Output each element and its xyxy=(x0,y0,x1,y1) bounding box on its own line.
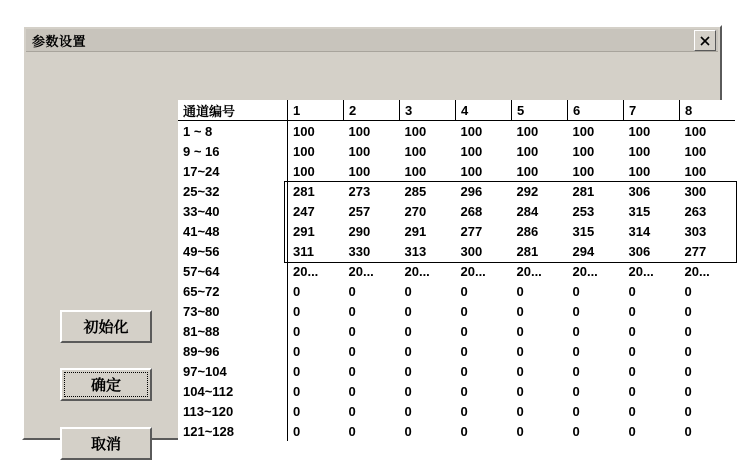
table-row[interactable] xyxy=(178,381,735,401)
table-cell[interactable]: 0 xyxy=(516,283,524,299)
table-cell[interactable]: 0 xyxy=(404,423,412,439)
row-label: 113~120 xyxy=(178,401,288,421)
column-header-4: 4 xyxy=(456,100,512,121)
table-row[interactable] xyxy=(178,401,735,421)
table-cell[interactable]: 306 xyxy=(628,243,651,259)
table-cell[interactable]: 0 xyxy=(516,303,524,319)
table-row[interactable] xyxy=(178,301,735,321)
table-cell[interactable]: 0 xyxy=(293,423,301,439)
table-cell[interactable]: 0 xyxy=(572,403,580,419)
table-cell[interactable]: 277 xyxy=(460,223,483,239)
table-cell[interactable]: 0 xyxy=(572,343,580,359)
table-cell[interactable]: 20... xyxy=(348,263,374,279)
table-row[interactable] xyxy=(178,281,735,301)
table-cell[interactable]: 0 xyxy=(516,323,524,339)
table-cell[interactable]: 0 xyxy=(516,423,524,439)
table-cell[interactable]: 100 xyxy=(516,163,539,179)
table-cell[interactable]: 281 xyxy=(572,183,595,199)
table-cell[interactable]: 100 xyxy=(516,143,539,159)
table-cell[interactable]: 270 xyxy=(404,203,427,219)
table-cell[interactable]: 0 xyxy=(348,283,356,299)
row-label: 9 ~ 16 xyxy=(178,141,288,161)
table-cell[interactable]: 100 xyxy=(572,143,595,159)
table-cell[interactable]: 0 xyxy=(348,383,356,399)
table-row[interactable] xyxy=(178,261,735,281)
table-cell[interactable]: 0 xyxy=(460,283,468,299)
table-cell[interactable]: 20... xyxy=(516,263,542,279)
table-cell[interactable]: 291 xyxy=(404,223,427,239)
table-cell[interactable]: 0 xyxy=(684,423,692,439)
column-header-1: 1 xyxy=(288,100,344,121)
close-icon[interactable] xyxy=(694,30,716,51)
table-cell[interactable]: 0 xyxy=(293,303,301,319)
table-cell[interactable]: 277 xyxy=(684,243,707,259)
table-row[interactable] xyxy=(178,221,735,241)
table-cell[interactable]: 0 xyxy=(348,303,356,319)
table-cell[interactable]: 0 xyxy=(404,323,412,339)
table-cell[interactable]: 100 xyxy=(460,123,483,139)
table-cell[interactable]: 0 xyxy=(348,323,356,339)
cancel-button[interactable] xyxy=(60,427,152,460)
table-cell[interactable]: 0 xyxy=(628,403,636,419)
table-cell[interactable]: 0 xyxy=(572,363,580,379)
table-row[interactable] xyxy=(178,421,735,441)
table-row[interactable] xyxy=(178,241,735,261)
table-cell[interactable]: 100 xyxy=(348,163,371,179)
ok-button[interactable] xyxy=(60,368,152,401)
table-cell[interactable]: 0 xyxy=(572,423,580,439)
column-header-7: 7 xyxy=(624,100,680,121)
table-cell[interactable]: 0 xyxy=(404,383,412,399)
table-cell[interactable]: 0 xyxy=(628,383,636,399)
table-cell[interactable]: 311 xyxy=(293,243,314,259)
row-label: 57~64 xyxy=(178,261,288,281)
table-cell[interactable]: 0 xyxy=(460,403,468,419)
table-cell[interactable]: 315 xyxy=(572,223,595,239)
table-cell[interactable]: 0 xyxy=(293,283,301,299)
table-cell[interactable]: 0 xyxy=(460,343,468,359)
table-cell[interactable]: 20... xyxy=(628,263,654,279)
table-cell[interactable]: 100 xyxy=(628,143,651,159)
title-bar[interactable] xyxy=(26,29,718,52)
table-cell[interactable]: 281 xyxy=(293,183,315,199)
table-cell[interactable]: 100 xyxy=(684,123,707,139)
table-cell[interactable]: 0 xyxy=(684,403,692,419)
table-cell[interactable]: 0 xyxy=(404,303,412,319)
cancel-button-label: 取消 xyxy=(90,436,121,453)
table-row[interactable] xyxy=(178,161,735,181)
table-cell[interactable]: 330 xyxy=(348,243,371,259)
table-cell[interactable]: 306 xyxy=(628,183,651,199)
table-cell[interactable]: 100 xyxy=(348,123,371,139)
row-label: 104~112 xyxy=(178,381,288,401)
table-cell[interactable]: 100 xyxy=(348,143,371,159)
table-cell[interactable]: 0 xyxy=(516,383,524,399)
table-cell[interactable]: 0 xyxy=(516,363,524,379)
table-cell[interactable]: 0 xyxy=(684,343,692,359)
table-header-row xyxy=(178,100,735,121)
table-cell[interactable]: 0 xyxy=(293,383,301,399)
dialog-body xyxy=(24,52,720,453)
table-row[interactable] xyxy=(178,121,735,142)
table-cell[interactable]: 303 xyxy=(684,223,707,239)
table-cell[interactable]: 100 xyxy=(628,123,651,139)
table-cell[interactable]: 0 xyxy=(348,343,356,359)
table-cell[interactable]: 100 xyxy=(293,163,315,179)
table-cell[interactable]: 20... xyxy=(460,263,486,279)
table-cell[interactable]: 0 xyxy=(293,343,301,359)
row-label: 121~128 xyxy=(178,421,288,441)
table-cell[interactable]: 315 xyxy=(628,203,651,219)
table-cell[interactable]: 100 xyxy=(684,143,707,159)
table-cell[interactable]: 247 xyxy=(293,203,315,219)
table-cell[interactable]: 0 xyxy=(460,363,468,379)
row-label: 65~72 xyxy=(178,281,288,301)
table-cell[interactable]: 0 xyxy=(348,363,356,379)
row-label: 33~40 xyxy=(178,201,288,221)
table-cell[interactable]: 100 xyxy=(293,123,315,139)
table-cell[interactable]: 292 xyxy=(516,183,539,199)
table-cell[interactable]: 100 xyxy=(516,123,539,139)
table-row[interactable] xyxy=(178,341,735,361)
row-label: 17~24 xyxy=(178,161,288,181)
channel-table[interactable] xyxy=(178,100,735,441)
table-cell[interactable]: 100 xyxy=(684,163,707,179)
table-cell[interactable]: 0 xyxy=(516,403,524,419)
table-cell[interactable]: 0 xyxy=(628,343,636,359)
table-cell[interactable]: 314 xyxy=(628,223,651,239)
table-cell[interactable]: 0 xyxy=(572,303,580,319)
table-cell[interactable]: 273 xyxy=(348,183,371,199)
table-cell[interactable]: 291 xyxy=(293,223,315,239)
table-cell[interactable]: 0 xyxy=(684,383,692,399)
table-cell[interactable]: 296 xyxy=(460,183,483,199)
table-cell[interactable]: 294 xyxy=(572,243,595,259)
table-row[interactable] xyxy=(178,141,735,161)
table-cell[interactable]: 0 xyxy=(628,323,636,339)
table-cell[interactable]: 0 xyxy=(404,343,412,359)
table-cell[interactable]: 0 xyxy=(628,363,636,379)
table-cell[interactable]: 100 xyxy=(404,163,427,179)
table-cell[interactable]: 0 xyxy=(348,423,356,439)
row-label: 73~80 xyxy=(178,301,288,321)
table-cell[interactable]: 0 xyxy=(348,403,356,419)
row-label: 49~56 xyxy=(178,241,288,261)
table-cell[interactable]: 20... xyxy=(293,263,319,279)
table-cell[interactable]: 0 xyxy=(460,323,468,339)
table-cell[interactable]: 100 xyxy=(293,143,315,159)
table-cell[interactable]: 0 xyxy=(572,383,580,399)
table-cell[interactable]: 100 xyxy=(572,163,595,179)
table-cell[interactable]: 20... xyxy=(684,263,710,279)
table-cell[interactable]: 100 xyxy=(404,123,427,139)
table-cell[interactable]: 100 xyxy=(628,163,651,179)
table-cell[interactable]: 0 xyxy=(404,403,412,419)
table-cell[interactable]: 20... xyxy=(572,263,598,279)
parameter-settings-dialog xyxy=(22,25,722,453)
table-cell[interactable]: 0 xyxy=(628,283,636,299)
column-header-8: 8 xyxy=(680,100,736,121)
table-cell[interactable]: 0 xyxy=(404,283,412,299)
table-cell[interactable]: 300 xyxy=(684,183,707,199)
table-cell[interactable]: 0 xyxy=(516,343,524,359)
table-cell[interactable]: 0 xyxy=(572,283,580,299)
column-header-channel: 通道编号 xyxy=(178,100,288,121)
table-cell[interactable]: 100 xyxy=(572,123,595,139)
table-cell[interactable]: 0 xyxy=(684,283,692,299)
init-button-label: 初始化 xyxy=(83,319,129,336)
table-cell[interactable]: 285 xyxy=(404,183,427,199)
table-cell[interactable]: 0 xyxy=(684,303,692,319)
table-cell[interactable]: 0 xyxy=(684,363,692,379)
table-cell[interactable]: 0 xyxy=(460,423,468,439)
table-cell[interactable]: 0 xyxy=(572,323,580,339)
table-cell[interactable]: 281 xyxy=(516,243,539,259)
row-label: 25~32 xyxy=(178,181,288,201)
column-header-3: 3 xyxy=(400,100,456,121)
row-label: 1 ~ 8 xyxy=(178,121,288,142)
table-body xyxy=(178,121,735,442)
row-label: 97~104 xyxy=(178,361,288,381)
table-cell[interactable]: 0 xyxy=(628,303,636,319)
column-header-5: 5 xyxy=(512,100,568,121)
row-label: 81~88 xyxy=(178,321,288,341)
column-header-6: 6 xyxy=(568,100,624,121)
column-header-2: 2 xyxy=(344,100,400,121)
channel-table-wrapper xyxy=(178,100,710,441)
table-cell[interactable]: 100 xyxy=(460,143,483,159)
table-cell[interactable]: 0 xyxy=(460,383,468,399)
table-row[interactable] xyxy=(178,361,735,381)
row-label: 41~48 xyxy=(178,221,288,241)
table-cell[interactable]: 284 xyxy=(516,203,539,219)
table-cell[interactable]: 257 xyxy=(348,203,371,219)
table-cell[interactable]: 290 xyxy=(348,223,371,239)
table-cell[interactable]: 253 xyxy=(572,203,595,219)
window-title: 参数设置 xyxy=(32,33,87,49)
table-cell[interactable]: 263 xyxy=(684,203,707,219)
table-cell[interactable]: 0 xyxy=(293,363,301,379)
table-cell[interactable]: 0 xyxy=(628,423,636,439)
table-cell[interactable]: 268 xyxy=(460,203,483,219)
ok-button-label: 确定 xyxy=(90,377,121,394)
table-cell[interactable]: 313 xyxy=(404,243,427,259)
table-cell[interactable]: 0 xyxy=(293,323,301,339)
table-cell[interactable]: 100 xyxy=(460,163,483,179)
table-cell[interactable]: 0 xyxy=(684,323,692,339)
table-cell[interactable]: 0 xyxy=(293,403,301,419)
table-cell[interactable]: 0 xyxy=(460,303,468,319)
row-label: 89~96 xyxy=(178,341,288,361)
table-row[interactable] xyxy=(178,181,735,201)
table-row[interactable] xyxy=(178,201,735,221)
table-cell[interactable]: 100 xyxy=(404,143,427,159)
table-row[interactable] xyxy=(178,321,735,341)
table-cell[interactable]: 0 xyxy=(404,363,412,379)
table-cell[interactable]: 286 xyxy=(516,223,539,239)
init-button[interactable] xyxy=(60,310,152,343)
table-cell[interactable]: 20... xyxy=(404,263,430,279)
table-cell[interactable]: 300 xyxy=(460,243,483,259)
